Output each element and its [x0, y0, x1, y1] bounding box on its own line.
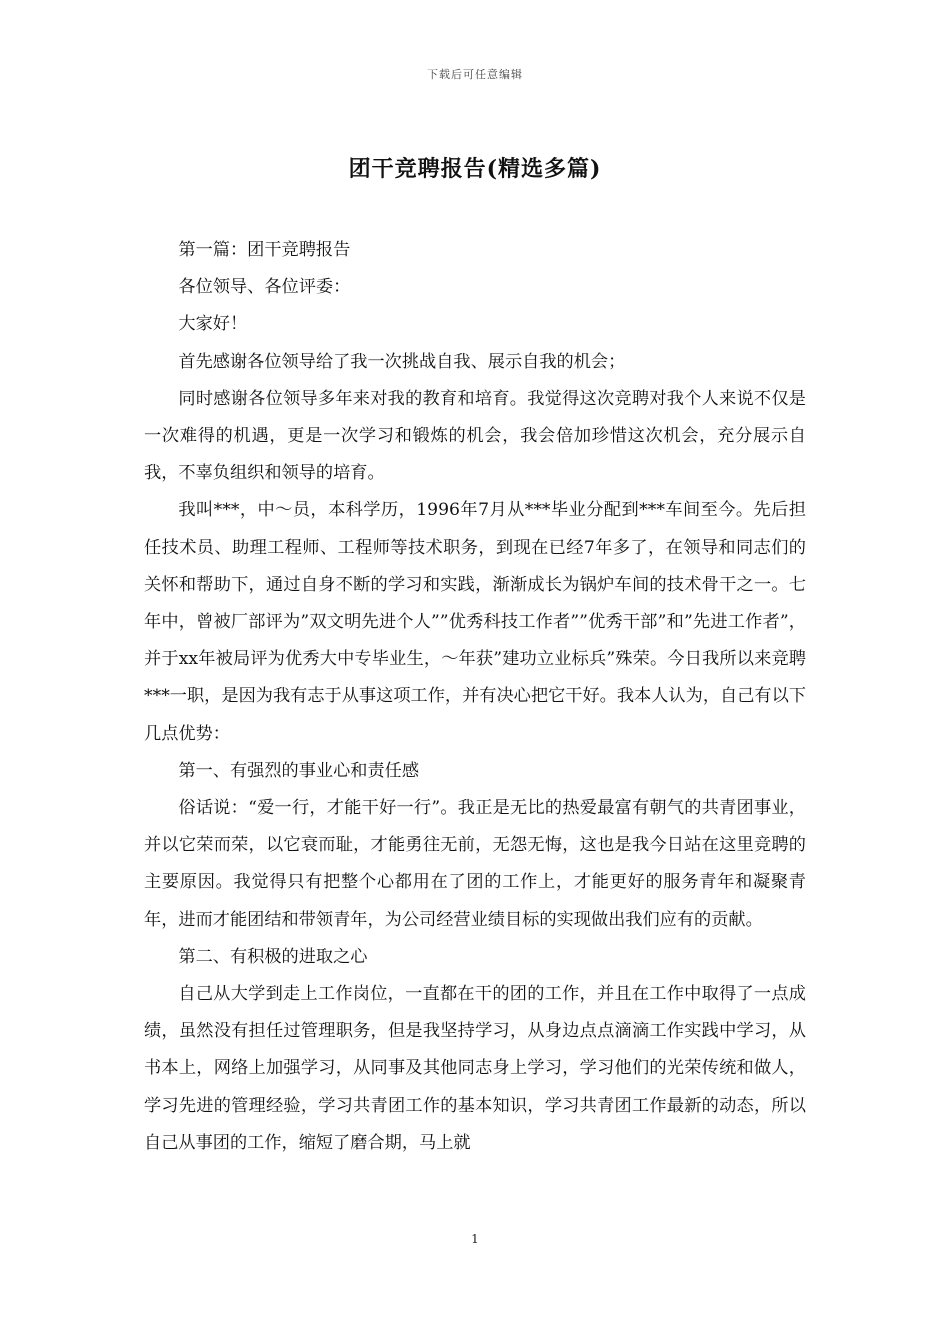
page-number: 1: [471, 1232, 479, 1246]
paragraph-thanks: 首先感谢各位领导给了我一次挑战自我、展示自我的机会；: [178, 351, 626, 372]
paragraph-thanks-continued: 同时感谢各位领导多年来对我的教育和培育。我觉得这次竞聘对我个人来说不仅是一次难得的机遇，更是一次学习和锻炼的机会，我会倍加珍惜这次机会，充分展示自我，不辜负组织和领导的培育。: [144, 388, 806, 484]
header-note: 下载后可任意编辑: [427, 68, 523, 81]
paragraph-point-one-body: 俗话说：“爱一行，才能干好一行”。我正是无比的热爱最富有朝气的共青团事业，并以它荣而荣，以它衰而耻，才能勇往无前，无怨无悔，这也是我今日站在这里竞聘的主要原因。我觉得只有把整个心都用在了团的工作上，才能更好的服务青年和凝聚青年，进而才能团结和带领青年，为公司经营业绩目标的实现做出我们应有的贡献。: [144, 798, 806, 930]
paragraph-salutation: 各位领导、各位评委：: [178, 277, 351, 298]
paragraph-greeting: 大家好！: [178, 314, 248, 335]
paragraph-point-two-body: 自己从大学到走上工作岗位，一直都在干的团的工作，并且在工作中取得了一点成绩，虽然没有担任过管理职务，但是我坚持学习，从身边点点滴滴工作实践中学习，从书本上，网络上加强学习，从同事及其他同志身上学习，学习他们的光荣传统和做人，学习先进的管理经验，学习共青团工作的基本知识，学习共青团工作最新的动态，所以自己从事团的工作，缩短了磨合期，马上就: [144, 984, 806, 1153]
paragraph-heading-first-article: 第一篇：团干竞聘报告: [178, 240, 351, 260]
paragraph-point-one-heading: 第一、有强烈的事业心和责任感: [178, 760, 420, 781]
paragraph-point-two-heading: 第二、有积极的进取之心: [178, 946, 368, 967]
document-body: [144, 232, 806, 1162]
document-title: 团干竞聘报告(精选多篇): [348, 156, 602, 182]
paragraph-self-introduction: 我叫***，中～员，本科学历，1996年7月从***毕业分配到***车间至今。先后担任技术员、助理工程师、工程师等技术职务，到现在已经7年多了，在领导和同志们的关怀和帮助下，通过自身不断的学习和实践，渐渐成长为锅炉车间的技术骨干之一。七年中，曾被厂部评为”双文明先进个人””优秀科技工作者””优秀干部”和”先进工作者”，并于xx年被局评为优秀大中专毕业生，～年获”建功立业标兵”殊荣。今日我所以来竞聘***一职，是因为我有志于从事这项工作，并有决心把它干好。我本人认为，自己有以下几点优势：: [144, 500, 806, 744]
